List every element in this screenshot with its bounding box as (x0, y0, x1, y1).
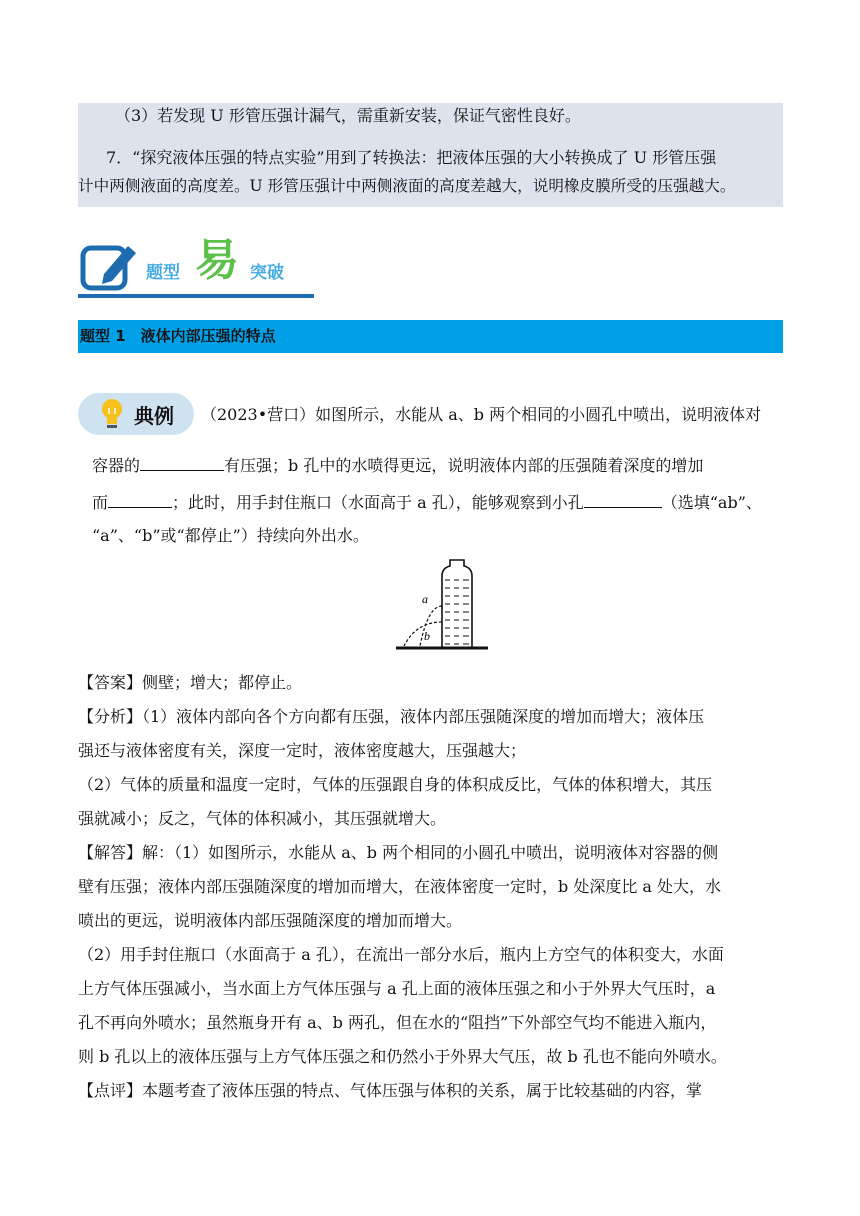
analysis-line-2: 强还与液体密度有关，深度一定时，液体密度越大，压强越大； (78, 741, 527, 760)
question-text: 容器的 (92, 456, 141, 475)
solution-line-2: 壁有压强；液体内部压强随深度的增加而增大，在液体密度一定时，b 处深度比 a 处大，水 (78, 877, 722, 896)
question-text: 有压强；b 孔中的水喷得更远，说明液体内部的压强随着深度的增加 (224, 456, 704, 475)
solution-line-3: 喷出的更远，说明液体内部压强随深度的增加而增大。 (78, 911, 463, 930)
bottle-figure (394, 556, 490, 652)
review-line-1: （3）若发现 U 形管压强计漏气，需重新安装，保证气密性良好。 (115, 106, 581, 125)
answer-blank-3 (584, 489, 662, 508)
question-text: 而 (92, 493, 109, 512)
banner-underline (78, 294, 314, 298)
lightbulb-icon (96, 397, 128, 431)
solution-line-1: 【解答】解：（1）如图所示，水能从 a、b 两个相同的小圆孔中喷出，说明液体对容器的侧 (78, 843, 719, 862)
question-line-3 (92, 489, 762, 516)
answer-line: 【答案】侧壁；增大；都停止。 (78, 673, 303, 692)
hole-b-label: b (424, 629, 430, 643)
analysis-line-4: 强就减小；反之，气体的体积减小，其压强就增大。 (78, 809, 447, 828)
banner-title-right: 突破 (250, 263, 284, 283)
solution-line-5: 上方气体压强减小，当水面上方气体压强与 a 孔上面的液体压强之和小于外界大气压时，a (78, 979, 716, 998)
hole-a-label: a (422, 592, 428, 606)
analysis-line-3: （2）气体的质量和温度一定时，气体的压强跟自身的体积成反比，气体的体积增大，其压 (78, 775, 713, 794)
example-badge-label: 典例 (134, 404, 174, 428)
question-text: （选填“ab”、 (661, 493, 762, 512)
review-line-2: 7．“探究液体压强的特点实验”用到了转换法：把液体压强的大小转换成了 U 形管压强 (106, 148, 717, 167)
review-line-3: 计中两侧液面的高度差。U 形管压强计中两侧液面的高度差越大，说明橡皮膜所受的压强越大。 (78, 177, 736, 195)
solution-line-7: 则 b 孔以上的液体压强与上方气体压强之和仍然小于外界大气压，故 b 孔也不能向外喷水。 (78, 1047, 727, 1066)
section-heading: 题型 1 液体内部压强的特点 (80, 327, 276, 345)
edit-icon (80, 238, 140, 294)
question-line-2 (92, 452, 703, 479)
answer-blank-2 (108, 489, 172, 508)
solution-line-6: 孔不再向外喷水；虽然瓶身开有 a、b 两孔，但在水的“阻挡”下外部空气均不能进入瓶内， (78, 1013, 717, 1032)
answer-blank-1 (140, 452, 224, 471)
question-line-4: “a”、“b”或“都停止”）持续向外出水。 (92, 526, 369, 545)
banner-title-left: 题型 (146, 263, 180, 283)
solution-line-4: （2）用手封住瓶口（水面高于 a 孔），在流出一部分水后，瓶内上方空气的体积变大，水面 (78, 945, 724, 964)
question-text: ；此时，用手封住瓶口（水面高于 a 孔），能够观察到小孔 (172, 493, 584, 512)
analysis-line-1: 【分析】（1）液体内部向各个方向都有压强，液体内部压强随深度的增加而增大；液体压 (78, 707, 705, 726)
banner-title-middle: 易 (195, 235, 239, 286)
question-line-1: （2023•营口）如图所示，水能从 a、b 两个相同的小圆孔中喷出，说明液体对 (201, 405, 762, 424)
comment-line-1: 【点评】本题考查了液体压强的特点、气体压强与体积的关系，属于比较基础的内容，掌 (78, 1081, 703, 1100)
